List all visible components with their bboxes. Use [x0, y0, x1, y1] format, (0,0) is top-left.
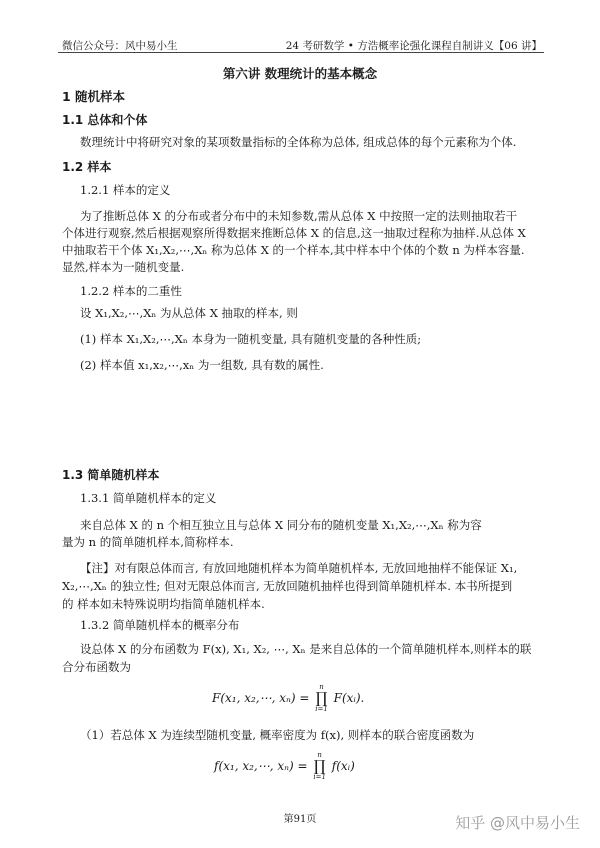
product-upper-limit: n [319, 683, 324, 691]
product-lower-limit: i=1 [315, 705, 328, 713]
definition-line-3: 中抽取若干个体 X₁,X₂,⋯,Xₙ 称为总体 X 的一个样本,其中样本中个体的个数 n 为样本容量. [62, 243, 525, 257]
formula-1-lhs: F(x₁, x₂,⋯, xₙ) = [212, 691, 310, 705]
header-rule [58, 52, 544, 53]
definition-line-1: 为了推断总体 X 的分布或者分布中的未知参数,需从总体 X 中按照一定的法则抽取若干 [80, 209, 518, 223]
lecture-title: 第六讲 数理统计的基本概念 [222, 66, 378, 81]
formula-1-rhs: F(xᵢ). [333, 691, 365, 705]
header-left: 微信公众号：风中易小生 [62, 40, 178, 52]
section-1-2-heading: 1.2 样本 [62, 160, 112, 174]
duality-item-2: (2) 样本值 x₁,x₂,⋯,xₙ 为一组数, 具有数的属性. [80, 358, 324, 372]
note-line-1: 【注】对有限总体而言, 有放回地随机样本为简单随机样本, 无放回地抽样不能保证 X₁, [80, 561, 518, 575]
joint-cdf-formula [212, 684, 364, 713]
product-symbol [313, 752, 326, 781]
distribution-line-2: 合分布函数为 [62, 660, 131, 674]
srs-definition-line-2: 量为 n 的简单随机样本,简称样本. [62, 535, 234, 549]
note-line-3: 的 样本如未特殊说明均指简单随机样本. [62, 597, 265, 611]
section-1-heading: 1 随机样本 [62, 89, 126, 104]
product-symbol [315, 684, 328, 713]
duality-intro: 设 X₁,X₂,⋯,Xₙ 为从总体 X 抽取的样本, 则 [80, 306, 298, 320]
note-line-2: X₂,⋯,Xₙ 的独立性; 但对无限总体而言, 无放回随机抽样也得到简单随机样本. 本书所提到 [62, 579, 513, 593]
section-1-1-text: 数理统计中将研究对象的某项数量指标的全体称为总体, 组成总体的每个元素称为个体. [80, 135, 517, 149]
watermark: 知乎 @风中易小生 [455, 814, 580, 832]
product-upper-limit: n [317, 751, 322, 759]
joint-pdf-formula [214, 752, 355, 781]
definition-line-4: 显然,样本为一随机变量. [62, 260, 185, 274]
product-sign: ∏ [313, 757, 326, 775]
distribution-line-1: 设总体 X 的分布函数为 F(x), X₁, X₂, ⋯, Xₙ 是来自总体的一个简单随机样本,则样本的联 [80, 642, 532, 656]
continuous-case-item: （1）若总体 X 为连续型随机变量, 概率密度为 f(x), 则样本的联合密度函数为 [80, 728, 475, 742]
srs-definition-line-1: 来自总体 X 的 n 个相互独立且与总体 X 同分布的随机变量 X₁,X₂,⋯,Xₙ 称为容 [80, 518, 482, 532]
section-1-3-heading: 1.3 简单随机样本 [62, 468, 160, 482]
subsection-1-2-1: 1.2.1 样本的定义 [80, 183, 171, 197]
page-number: 第91页 [283, 814, 317, 825]
subsection-1-2-2: 1.2.2 样本的二重性 [80, 284, 182, 298]
product-lower-limit: i=1 [313, 773, 326, 781]
header-right: 24 考研数学 • 方浩概率论强化课程自制讲义【06 讲】 [285, 40, 542, 52]
subsection-1-3-2: 1.3.2 简单随机样本的概率分布 [80, 618, 240, 632]
definition-line-2: 个体进行观察,然后根据观察所得数据来推断总体 X 的信息,这一抽取过程称为抽样.从总体 X [62, 226, 526, 240]
formula-2-lhs: f(x₁, x₂,⋯, xₙ) = [214, 759, 308, 773]
product-sign: ∏ [315, 689, 328, 707]
section-1-1-heading: 1.1 总体和个体 [62, 113, 148, 127]
subsection-1-3-1: 1.3.1 简单随机样本的定义 [80, 491, 217, 505]
duality-item-1: (1) 样本 X₁,X₂,⋯,Xₙ 本身为一随机变量, 具有随机变量的各种性质; [80, 332, 422, 346]
formula-2-rhs: f(xᵢ) [331, 759, 355, 773]
